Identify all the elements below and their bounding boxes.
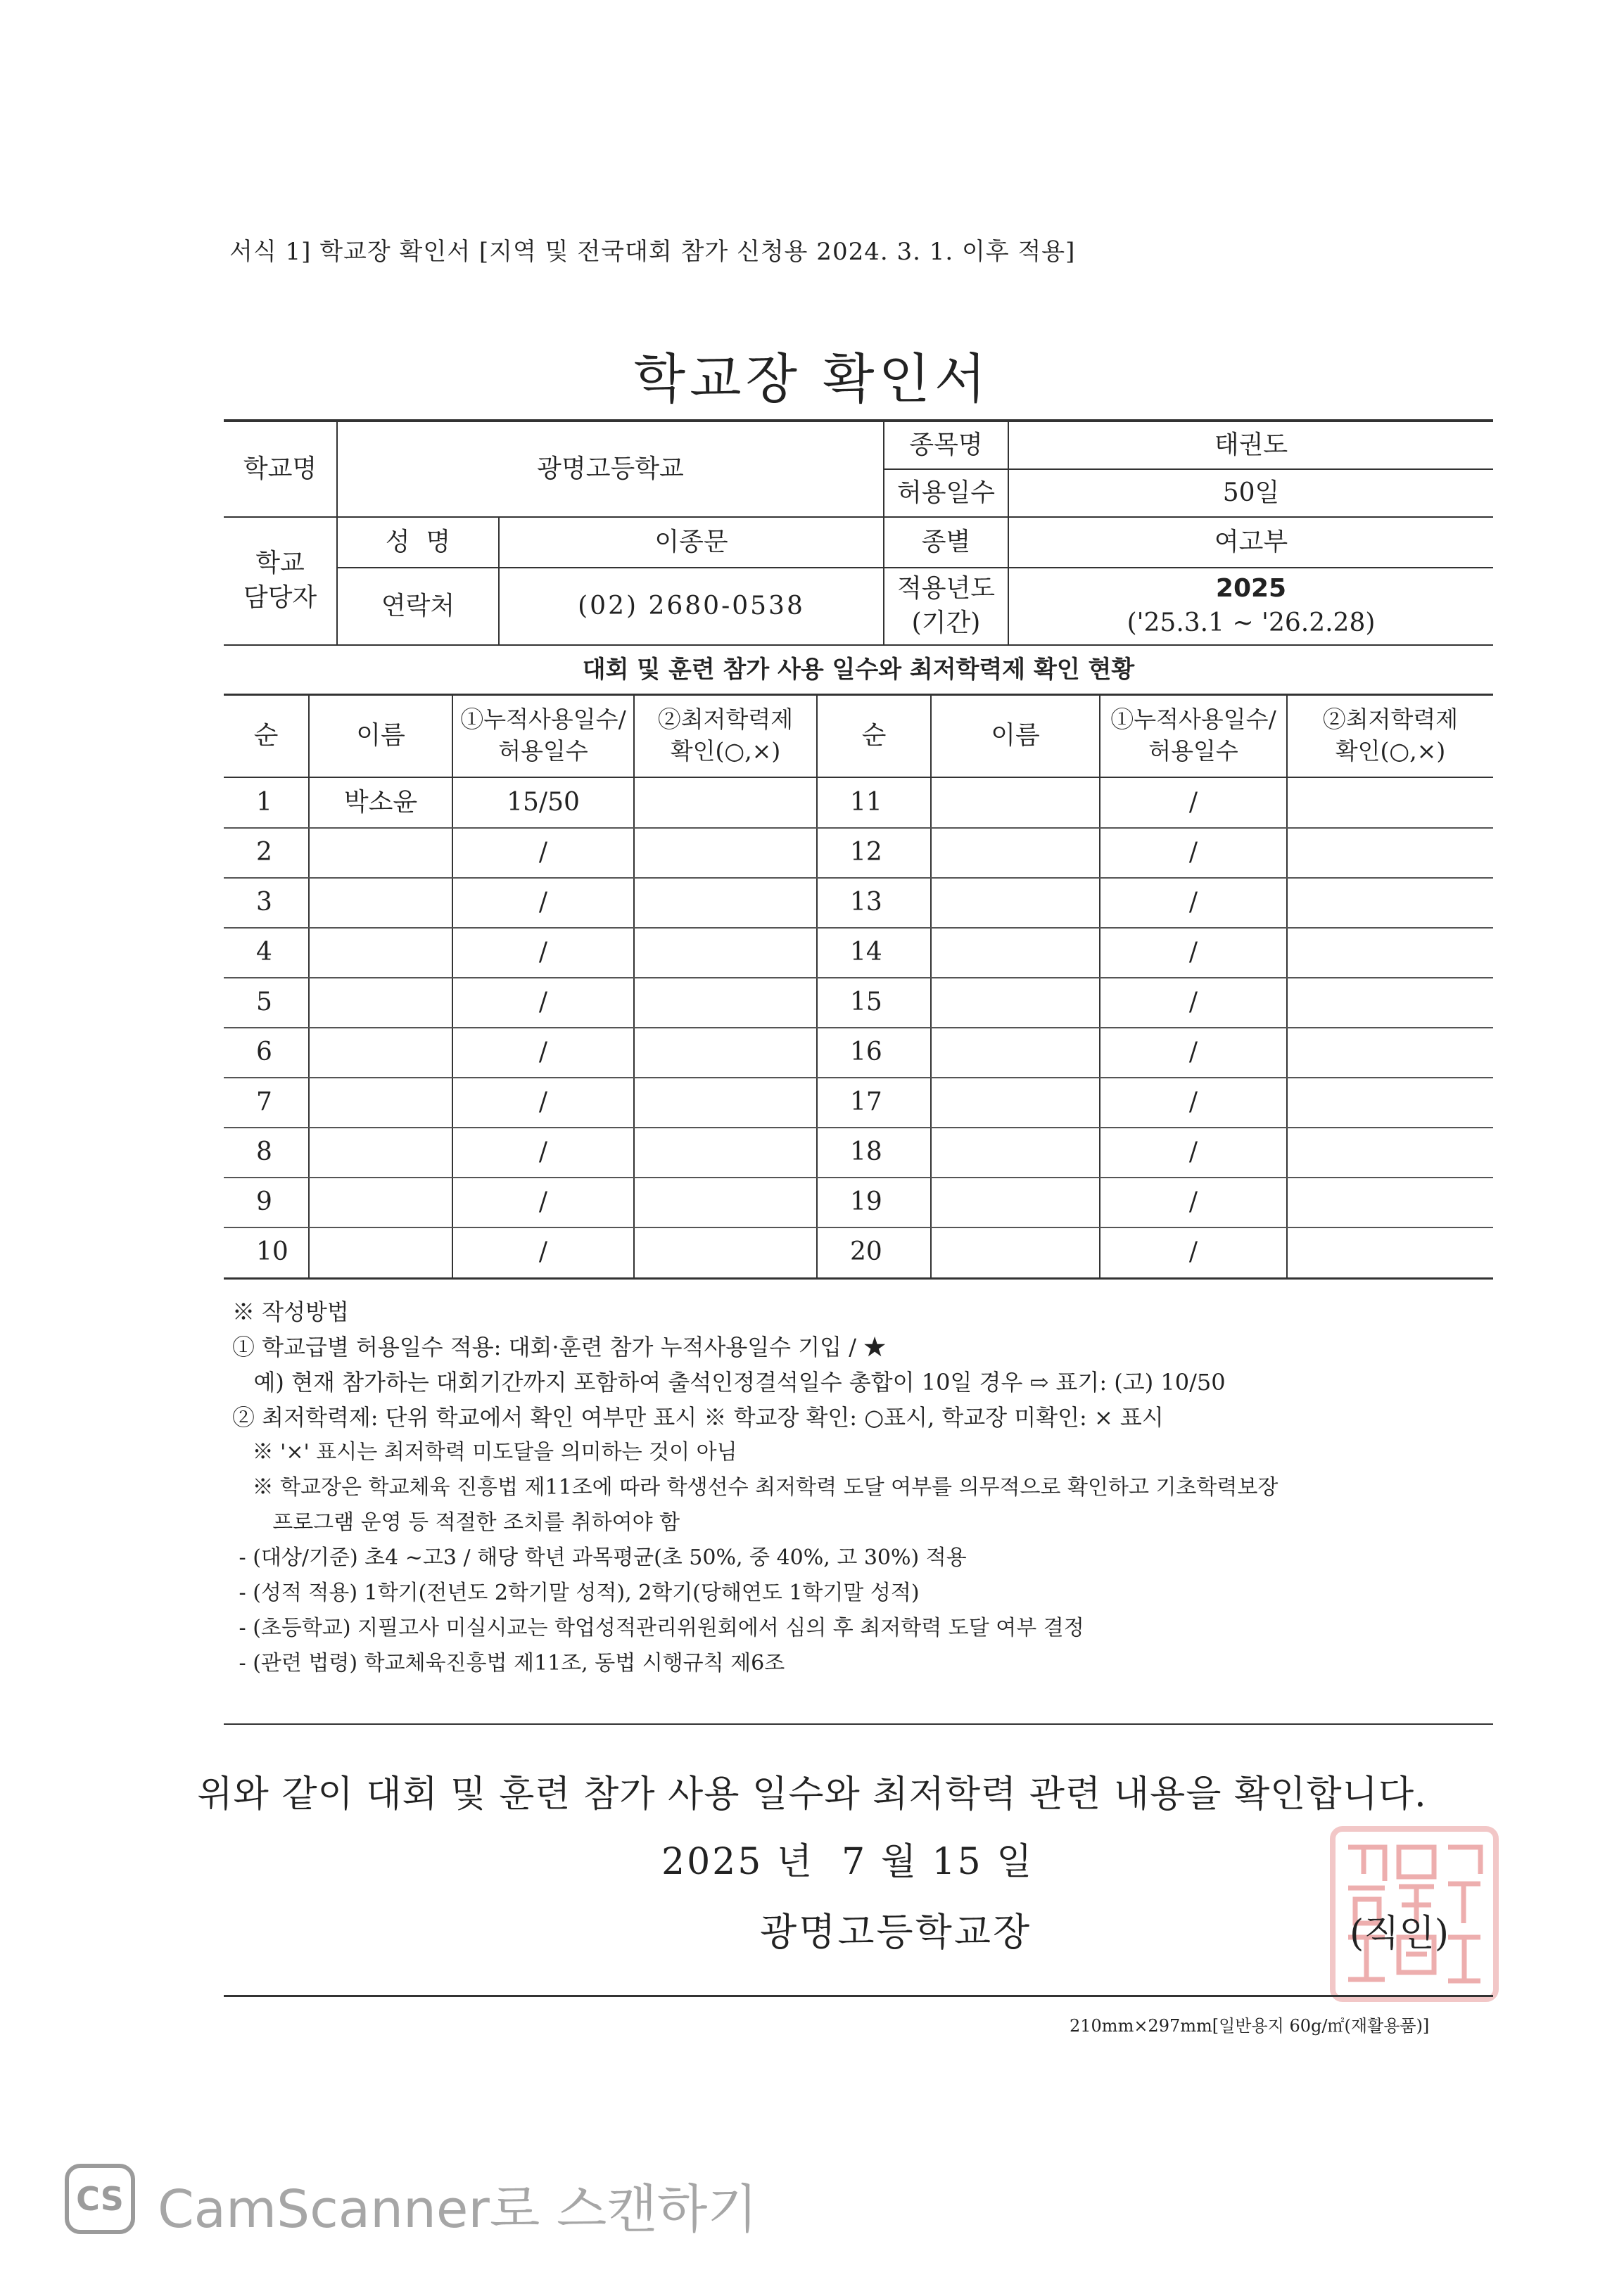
allowed-days-value: 50일 <box>1222 478 1280 507</box>
table-cell-days: / <box>538 838 548 867</box>
table-cell-days: / <box>1188 838 1198 867</box>
table-cell-check <box>635 1128 816 1178</box>
table-cell-days: / <box>538 1038 548 1067</box>
table-cell-no: 15 <box>850 988 882 1017</box>
table-cell-no: 6 <box>256 1038 272 1067</box>
division-label: 종별 <box>921 527 971 556</box>
table-cell-name <box>310 978 452 1028</box>
header-name-right: 이름 <box>991 720 1040 750</box>
contact-person-label: 학교 담당자 <box>243 549 317 612</box>
table-cell-days: / <box>538 1137 548 1167</box>
table-cell-no: 20 <box>850 1237 882 1267</box>
notes-heading: ※ 작성방법 <box>232 1299 349 1325</box>
note-line: ② 최저학력제: 단위 학교에서 확인 여부만 표시 ※ 학교장 확인: ○표시, 학교장 미확인: × 표시 <box>232 1404 1164 1431</box>
sport-value: 태권도 <box>1214 430 1288 459</box>
issue-date: 2025 년 7 월 15 일 <box>661 1841 1034 1883</box>
table-cell-no: 7 <box>256 1088 272 1117</box>
header-no-left: 순 <box>253 720 279 750</box>
table-cell-no: 1 <box>256 788 272 817</box>
table-cell-name <box>932 1178 1099 1227</box>
table-cell-name <box>932 1078 1099 1128</box>
note-line: 프로그램 운영 등 적절한 조치를 취하여야 함 <box>232 1510 680 1535</box>
table-cell-name <box>932 778 1099 828</box>
note-line: ① 학교급별 허용일수 적용: 대회·훈련 참가 누적사용일수 기입 / ★ <box>232 1334 887 1360</box>
table-cell-name <box>932 978 1099 1028</box>
year-value: 2025 ('25.3.1 ~ '26.2.28) <box>1127 574 1376 637</box>
table-cell-days: / <box>1188 1187 1198 1217</box>
table-cell-no: 16 <box>850 1038 882 1067</box>
school-label: 학교명 <box>243 454 317 483</box>
note-line: - (관련 법령) 학교체육진흥법 제11조, 동법 시행규칙 제6조 <box>232 1651 785 1676</box>
header-check-right: ②최저학력제 확인(○,×) <box>1322 706 1459 765</box>
header-no-right: 순 <box>861 720 887 750</box>
table-cell-check <box>1288 1178 1493 1227</box>
table-cell-no: 12 <box>850 838 882 867</box>
form-number: 서식 1] 학교장 확인서 [지역 및 전국대회 참가 신청용 2024. 3. 1. 이후 적용] <box>229 238 1076 266</box>
document-title: 학교장 확인서 <box>633 347 991 410</box>
table-cell-days: / <box>1188 988 1198 1017</box>
table-cell-days: / <box>538 1187 548 1217</box>
table-cell-days: / <box>1188 1088 1198 1117</box>
table-cell-name <box>310 878 452 928</box>
table-cell-name <box>310 1227 452 1277</box>
principal-title: 광명고등학교장 <box>760 1910 1032 1954</box>
table-cell-check <box>1288 878 1493 928</box>
table-cell-days: / <box>1188 888 1198 917</box>
table-cell-days: / <box>1188 1237 1198 1267</box>
table-cell-no: 17 <box>850 1088 882 1117</box>
table-cell-days: / <box>1188 788 1198 817</box>
table-cell-no: 10 <box>256 1237 288 1267</box>
phone-label: 연락처 <box>381 591 455 620</box>
table-cell-name <box>310 1128 452 1178</box>
table-cell-name <box>310 1028 452 1078</box>
table-cell-no: 14 <box>850 938 882 967</box>
writing-instructions <box>232 1294 1278 1681</box>
note-line: ※ 학교장은 학교체육 진흥법 제11조에 따라 학생선수 최저학력 도달 여부를 의무적으로 확인하고 기초학력보장 <box>232 1475 1279 1500</box>
table-cell-check <box>1288 778 1493 828</box>
table-cell-no: 18 <box>850 1137 882 1167</box>
divider <box>224 1723 1493 1725</box>
table-cell-name <box>932 1227 1099 1277</box>
table-cell-check <box>1288 828 1493 878</box>
header-days-right: ①누적사용일수/ 허용일수 <box>1110 706 1276 765</box>
year-label: 적용년도 (기간) <box>896 574 996 637</box>
division-value: 여고부 <box>1214 527 1288 556</box>
table-cell-check <box>635 878 816 928</box>
table-cell-name <box>310 1178 452 1227</box>
table-caption: 대회 및 훈련 참가 사용 일수와 최저학력제 확인 현황 <box>582 656 1135 684</box>
table-cell-check <box>1288 928 1493 978</box>
table-cell-check <box>635 1028 816 1078</box>
note-line: - (초등학교) 지필고사 미실시교는 학업성적관리위원회에서 심의 후 최저학력 도달 여부 결정 <box>232 1616 1084 1640</box>
phone-value: (02) 2680-0538 <box>578 591 805 620</box>
table-cell-days: / <box>1188 1137 1198 1167</box>
table-cell-days: / <box>538 988 548 1017</box>
table-cell-check <box>635 978 816 1028</box>
school-value: 광명고등학교 <box>537 454 684 483</box>
table-cell-no: 9 <box>256 1187 272 1217</box>
table-cell-check <box>1288 1078 1493 1128</box>
paper-spec: 210mm×297mm[일반용지 60g/㎡(재활용품)] <box>1070 2016 1430 2036</box>
table-cell-check <box>635 928 816 978</box>
bottom-divider <box>224 1995 1493 1997</box>
note-line: ※ '×' 표시는 최저학력 미도달을 의미하는 것이 아님 <box>232 1440 737 1465</box>
name-label: 성 명 <box>385 527 451 556</box>
table-cell-check <box>635 778 816 828</box>
table-cell-no: 4 <box>256 938 272 967</box>
table-cell-name <box>932 928 1099 978</box>
confirmation-statement: 위와 같이 대회 및 훈련 참가 사용 일수와 최저학력 관련 내용을 확인합니다. <box>197 1773 1427 1816</box>
seal-label: (직인) <box>1350 1913 1449 1955</box>
table-cell-days: / <box>538 888 548 917</box>
table-cell-name <box>932 1128 1099 1178</box>
header-name-left: 이름 <box>356 720 405 750</box>
table-cell-check <box>635 1178 816 1227</box>
table-cell-name <box>310 1078 452 1128</box>
table-cell-days: 15/50 <box>507 788 580 817</box>
note-line: - (성적 적용) 1학기(전년도 2학기말 성적), 2학기(당해연도 1학기말 성적) <box>232 1581 920 1605</box>
allowed-days-label: 허용일수 <box>896 478 996 507</box>
table-cell-no: 19 <box>850 1187 882 1217</box>
table-cell-check <box>1288 1128 1493 1178</box>
header-check-left: ②최저학력제 확인(○,×) <box>657 706 794 765</box>
table-cell-check <box>1288 978 1493 1028</box>
name-value: 이종문 <box>654 527 728 556</box>
camscanner-logo-icon: CS <box>65 2164 135 2234</box>
table-cell-no: 8 <box>256 1137 272 1167</box>
table-cell-days: / <box>538 1237 548 1267</box>
table-cell-name <box>932 828 1099 878</box>
table-cell-check <box>635 828 816 878</box>
camscanner-watermark-text: CamScanner로 스캔하기 <box>158 2179 758 2240</box>
table-cell-name <box>932 878 1099 928</box>
table-cell-check <box>635 1078 816 1128</box>
note-line: - (대상/기준) 초4 ~고3 / 해당 학년 과목평균(초 50%, 중 40%, 고 30%) 적용 <box>232 1545 967 1570</box>
table-cell-name <box>932 1028 1099 1078</box>
table-cell-check <box>1288 1227 1493 1277</box>
table-cell-no: 5 <box>256 988 272 1017</box>
table-cell-days: / <box>1188 938 1198 967</box>
table-cell-check <box>1288 1028 1493 1078</box>
table-cell-days: / <box>538 1088 548 1117</box>
table-cell-days: / <box>538 938 548 967</box>
note-line: 예) 현재 참가하는 대회기간까지 포함하여 출석인정결석일수 총합이 10일 경우 ⇨ 표기: (고) 10/50 <box>232 1369 1226 1396</box>
table-cell-check <box>635 1227 816 1277</box>
table-cell-no: 2 <box>256 838 272 867</box>
table-cell-name: 박소윤 <box>343 788 418 817</box>
table-cell-no: 11 <box>850 788 882 817</box>
sport-label: 종목명 <box>909 430 983 459</box>
table-cell-name <box>310 828 452 878</box>
table-cell-no: 3 <box>256 888 272 917</box>
table-cell-name <box>310 928 452 978</box>
header-days-left: ①누적사용일수/ 허용일수 <box>460 706 626 765</box>
table-cell-days: / <box>1188 1038 1198 1067</box>
table-cell-no: 13 <box>850 888 882 917</box>
